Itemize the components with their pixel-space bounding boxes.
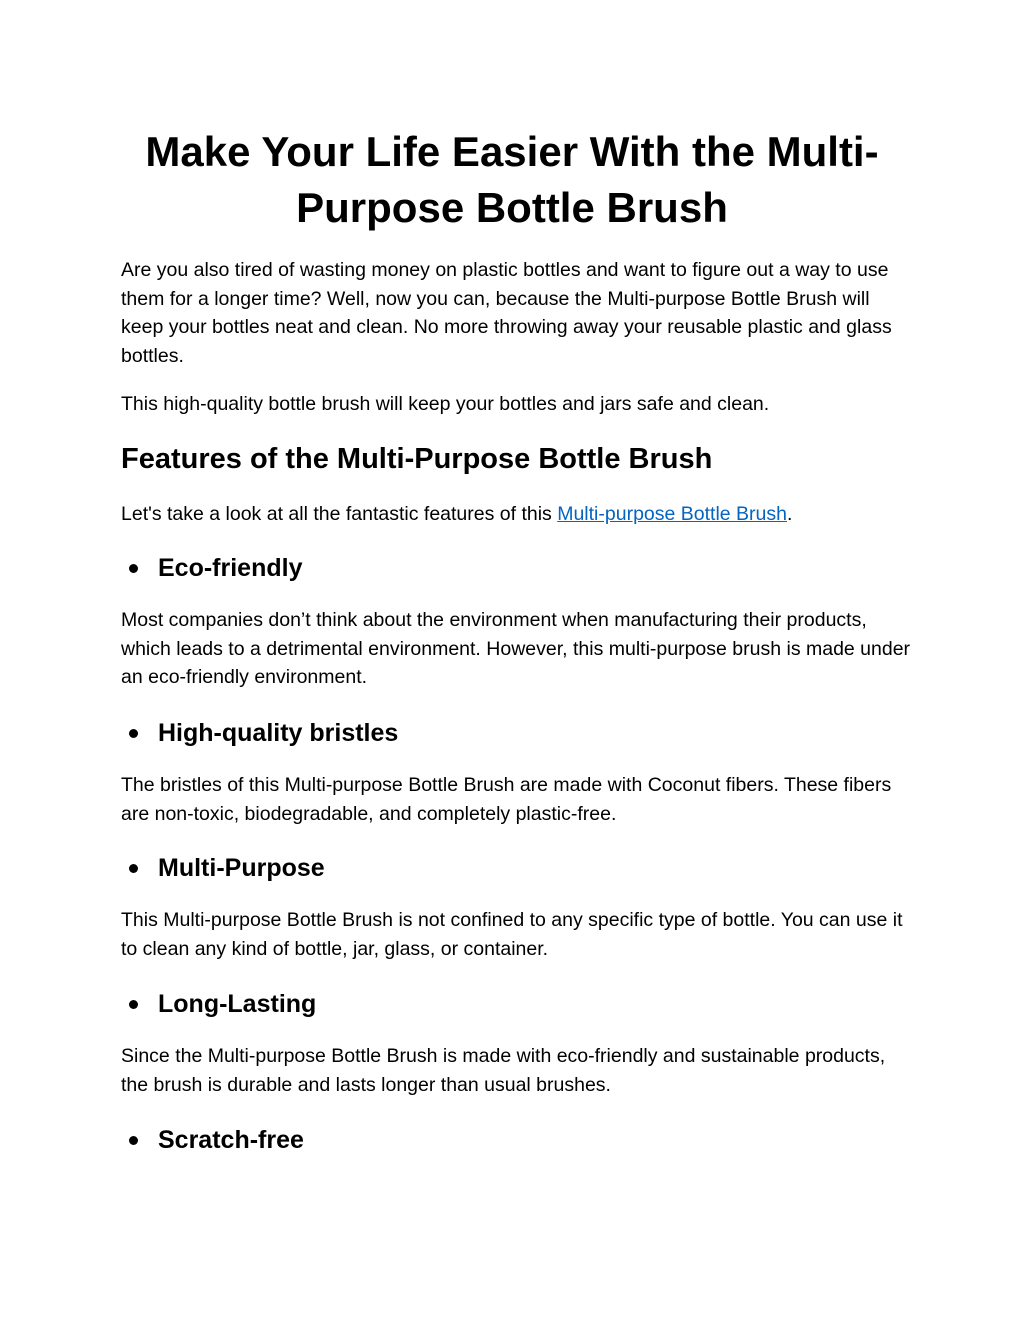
feature-heading-eco-friendly <box>121 551 911 585</box>
intro-paragraph-1: Are you also tired of wasting money on plastic bottles and want to figure out a way to use them for a longer time? Well, now you can, because the Multi-purpose Bottle Brush will keep your bottles neat and clean. No more throwing away your reusable plastic and glass bottles. <box>121 259 892 367</box>
bullet-icon <box>129 864 138 873</box>
feature-body-high-quality-bristles: The bristles of this Multi-purpose Bottle Brush are made with Coconut fibers. These fibers are non-toxic, biodegradable, and completely plastic-free. <box>121 774 892 825</box>
feature-heading-label: Scratch-free <box>158 1126 304 1154</box>
feature-body-multi-purpose: This Multi-purpose Bottle Brush is not confined to any specific type of bottle. You can use it to clean any kind of bottle, jar, glass, or container. <box>121 909 903 960</box>
page-title: Make Your Life Easier With the Multi-Purpose Bottle Brush <box>145 128 879 231</box>
feature-heading-long-lasting <box>121 987 911 1021</box>
feature-heading-label: Long-Lasting <box>158 990 317 1018</box>
bullet-icon <box>129 729 138 738</box>
bullet-icon <box>129 564 138 573</box>
features-lead-paragraph <box>121 500 911 529</box>
features-lead-text: Let's take a look at all the fantastic features of this <box>121 503 558 525</box>
features-heading: Features of the Multi-Purpose Bottle Brush <box>121 443 713 475</box>
feature-body-long-lasting: Since the Multi-purpose Bottle Brush is made with eco-friendly and sustainable products, the brush is durable and lasts longer than usual brushes. <box>121 1045 886 1096</box>
intro-paragraph-2: This high-quality bottle brush will keep your bottles and jars safe and clean. <box>121 393 770 415</box>
feature-heading-scratch-free <box>121 1123 911 1157</box>
feature-heading-label: High-quality bristles <box>158 719 399 747</box>
multi-purpose-bottle-brush-link[interactable]: Multi-purpose Bottle Brush <box>557 503 787 525</box>
feature-heading-label: Eco-friendly <box>158 554 303 582</box>
feature-heading-high-quality-bristles <box>121 716 911 750</box>
bullet-icon <box>129 1000 138 1009</box>
features-lead-end: . <box>787 503 793 525</box>
feature-body-eco-friendly: Most companies don’t think about the environment when manufacturing their products, which leads to a detrimental environment. However, this multi-purpose brush is made under an eco-friendly environment. <box>121 609 911 688</box>
bullet-icon <box>129 1136 138 1145</box>
feature-heading-multi-purpose <box>121 851 911 885</box>
feature-heading-label: Multi-Purpose <box>158 854 325 882</box>
